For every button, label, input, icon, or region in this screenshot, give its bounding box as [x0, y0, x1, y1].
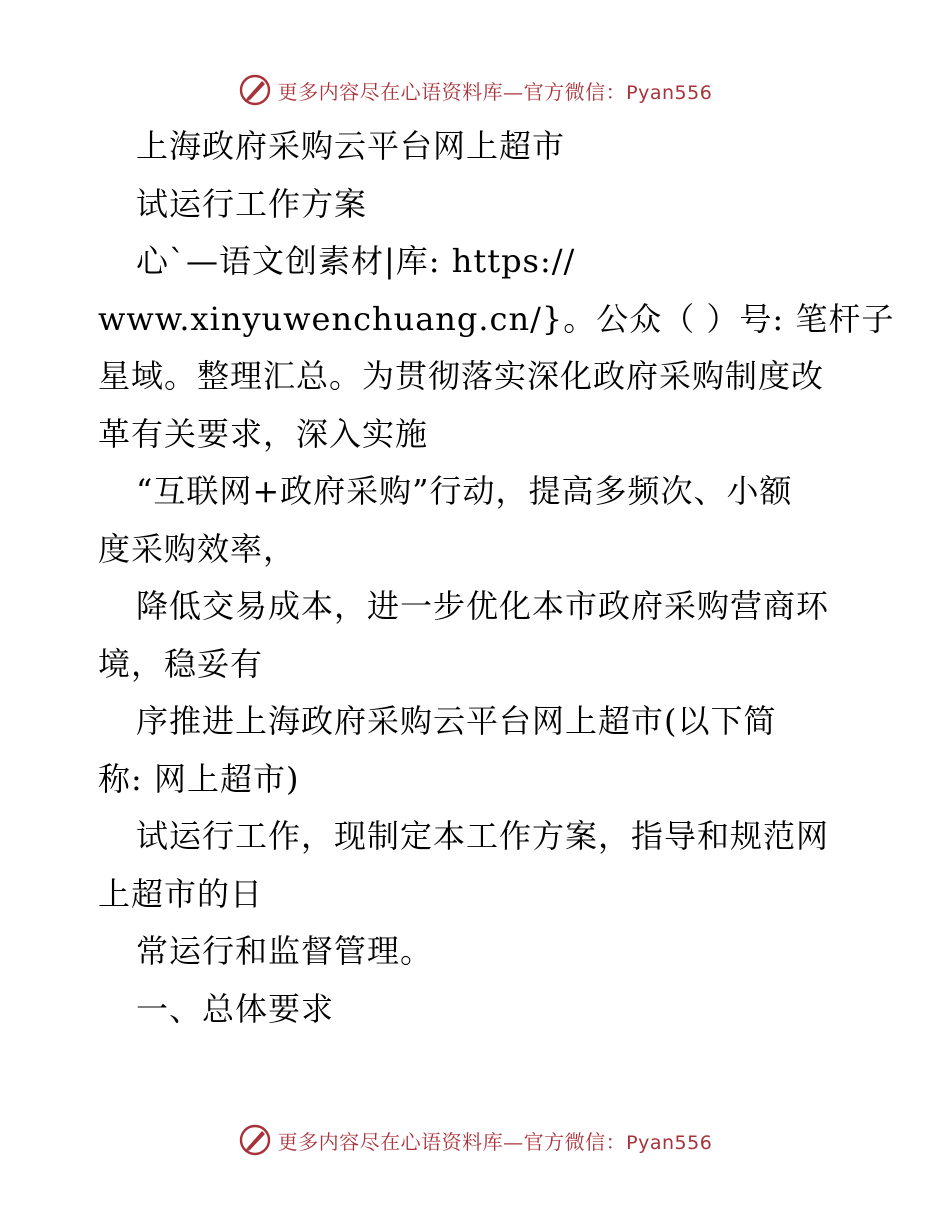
document-line: 试运行工作方案: [136, 184, 368, 223]
document-line: www.xinyuwenchuang.cn/}。公众（ ）号: 笔杆子: [98, 299, 895, 338]
document-line: 革有关要求，深入实施: [98, 414, 429, 453]
document-line: 上海政府采购云平台网上超市: [136, 127, 566, 165]
document-line: 降低交易成本，进一步优化本市政府采购营商环: [136, 587, 830, 625]
watermark-wechat-id: Pyan556: [626, 1131, 713, 1154]
quill-pen-logo-icon: [238, 1123, 272, 1157]
header-watermark: [0, 68, 950, 112]
quill-pen-logo-icon: [238, 73, 272, 107]
document-line: 度采购效率，: [98, 529, 297, 568]
document-line: 试运行工作，现制定本工作方案，指导和规范网: [136, 817, 830, 855]
document-line: 序推进上海政府采购云平台网上超市(以下简: [136, 702, 777, 740]
document-line: 心`—语文创素材|库: https://: [136, 242, 576, 280]
document-line: 境，稳妥有: [98, 644, 264, 683]
document-line: 常运行和监督管理。: [136, 932, 434, 970]
watermark-wechat-id: Pyan556: [626, 81, 713, 104]
document-line: 称: 网上超市): [98, 759, 300, 798]
document-body: [98, 118, 895, 1038]
document-line: 星域。整理汇总。为贯彻落实深化政府采购制度改: [98, 357, 825, 395]
footer-watermark: [0, 1118, 950, 1162]
section-heading: 一、总体要求: [136, 989, 335, 1028]
document-line: “互联网+政府采购”行动，提高多频次、小额: [136, 472, 793, 510]
document-line: 上超市的日: [98, 874, 264, 913]
watermark-text: 更多内容尽在心语资料库—官方微信：: [277, 1129, 627, 1154]
watermark-text: 更多内容尽在心语资料库—官方微信：: [277, 79, 627, 104]
